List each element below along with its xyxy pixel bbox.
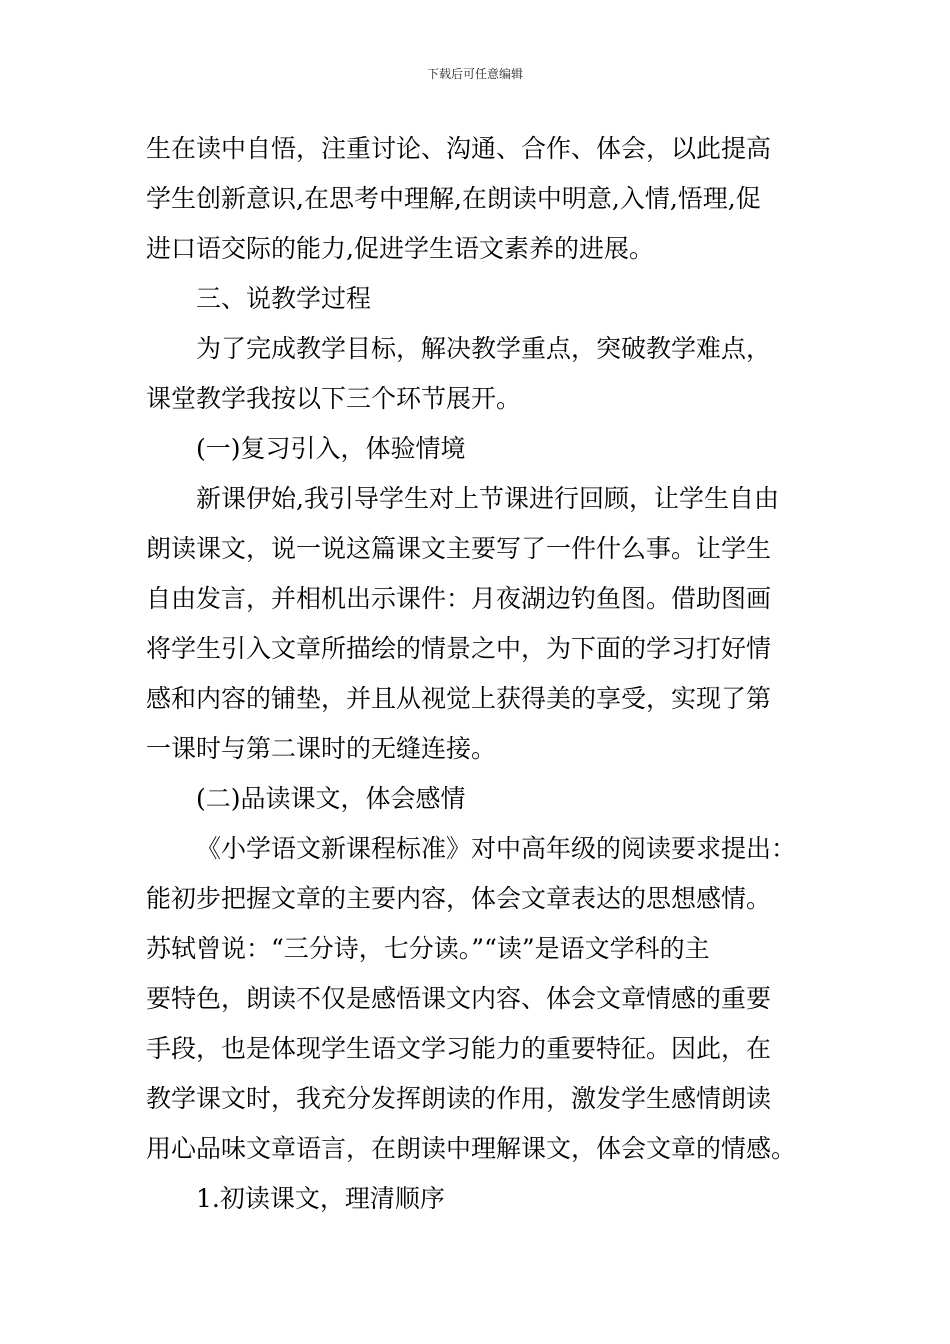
document-body: [146, 124, 826, 1224]
text-line: 课堂教学我按以下三个环节展开。: [146, 384, 522, 413]
text-line: 要特色，朗读不仅是感悟课文内容、体会文章情感的重要: [146, 984, 772, 1013]
text-line: 苏轼曾说：“三分诗，七分读。”“读”是语文学科的主: [146, 934, 710, 963]
text-line: 能初步把握文章的主要内容，体会文章表达的思想感情。: [146, 884, 772, 913]
list-item-heading: 1.初读课文，理清顺序: [196, 1184, 445, 1213]
text-line: 进口语交际的能力,促进学生语文素养的进展。: [146, 234, 654, 263]
text-line: 教学课文时，我充分发挥朗读的作用，激发学生感情朗读: [146, 1084, 772, 1113]
text-line: 学生创新意识,在思考中理解,在朗读中明意,入情,悟理,促: [146, 184, 761, 213]
page-header: 下载后可任意编辑: [426, 67, 523, 81]
text-line: 自由发言，并相机出示课件：月夜湖边钓鱼图。借助图画: [146, 584, 772, 613]
text-line: 朗读课文，说一说这篇课文主要写了一件什么事。让学生: [146, 534, 772, 563]
subsection-heading: (二)品读课文，体会感情: [196, 784, 466, 813]
text-line: 生在读中自悟，注重讨论、沟通、合作、体会，以此提高: [146, 134, 772, 163]
text-line: 新课伊始,我引导学生对上节课进行回顾，让学生自由: [196, 484, 779, 513]
text-line: 感和内容的铺垫，并且从视觉上获得美的享受，实现了第: [146, 684, 772, 713]
text-line: 《小学语文新课程标准》对中高年级的阅读要求提出：: [196, 834, 797, 863]
text-line: 手段，也是体现学生语文学习能力的重要特征。因此，在: [146, 1034, 772, 1063]
subsection-heading: (一)复习引入，体验情境: [196, 434, 466, 463]
text-line: 为了完成教学目标，解决教学重点，突破教学难点，: [196, 334, 772, 363]
text-line: 一课时与第二课时的无缝连接。: [146, 734, 497, 763]
text-line: 将学生引入文章所描绘的情景之中，为下面的学习打好情: [146, 634, 772, 663]
text-line: 用心品味文章语言，在朗读中理解课文，体会文章的情感。: [146, 1134, 797, 1163]
section-heading: 三、说教学过程: [196, 284, 372, 313]
